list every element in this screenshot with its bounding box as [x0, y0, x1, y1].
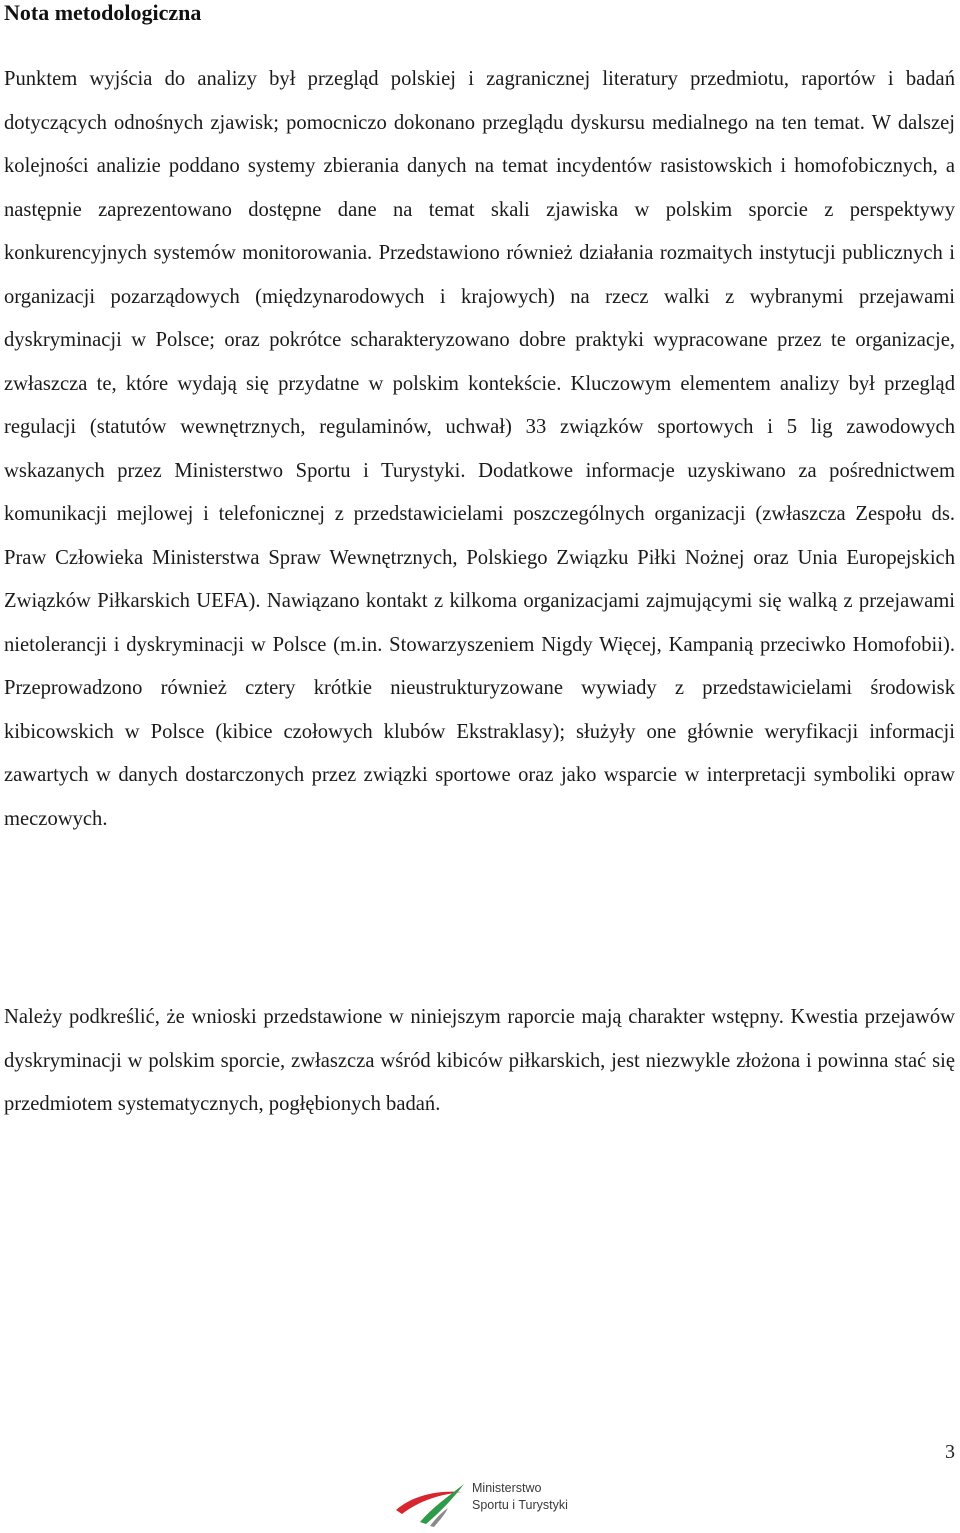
ministry-swoosh-icon — [390, 1470, 470, 1528]
logo-text — [472, 1480, 568, 1514]
logo-swoosh-green — [420, 1484, 464, 1524]
body-paragraph: Punktem wyjścia do analizy był przegląd polskiej i zagranicznej literatury przedmiotu, raportów i badań dotyczących odnośnych zjawisk; pomocniczo dokonano przeglądu dyskursu medialnego na ten temat. W dalszej kolejności analizie poddano systemy zbierania danych na temat incydentów rasistowskich i homofobicznych, a następnie zaprezentowano dostępne dane na temat skali zjawiska w polskim sporcie z perspektywy konkurencyjnych systemów monitorowania. Przedstawiono również działania rozmaitych instytucji publicznych i organizacji pozarządowych (międzynarodowych i krajowych) na rzecz walki z wybranymi przejawami dyskryminacji w Polsce; oraz pokrótce scharakteryzowano dobre praktyki wypracowane przez te organizacje, zwłaszcza te, które wydają się przydatne w polskim kontekście. Kluczowym elementem analizy był przegląd regulacji (statutów wewnętrznych, regulaminów, uchwał) 33 związków sportowych i 5 lig zawodowych wskazanych przez Ministerstwo Sportu i Turystyki. Dodatkowe informacje uzyskiwano za pośrednictwem komunikacji mejlowej i telefonicznej z przedstawicielami poszczególnych organizacji (zwłaszcza Zespołu ds. Praw Człowieka Ministerstwa Spraw Wewnętrznych, Polskiego Związku Piłki Nożnej oraz Unia Europejskich Związków Piłkarskich UEFA). Nawiązano kontakt z kilkoma organizacjami zajmującymi się walką z przejawami nietolerancji i dyskryminacji w Polsce (m.in. Stowarzyszeniem Nigdy Więcej, Kampanią przeciwko Homofobii). Przeprowadzono również cztery krótkie nieustrukturyzowane wywiady z przedstawicielami środowisk kibicowskich w Polsce (kibice czołowych klubów Ekstraklasy); służyły one głównie weryfikacji informacji zawartych w danych dostarczonych przez związki sportowe oraz jako wsparcie w interpretacji symboliki opraw meczowych. — [4, 68, 955, 830]
logo-line-1: Ministerstwo — [472, 1481, 542, 1495]
ministry-logo — [390, 1470, 590, 1528]
page-title: Nota metodologiczna — [4, 0, 202, 25]
page-number: 3 — [945, 1441, 955, 1463]
body-paragraph: Należy podkreślić, że wnioski przedstawione w niniejszym raporcie mają charakter wstępny. Kwestia przejawów dyskryminacji w polskim sporcie, zwłaszcza wśród kibiców piłkarskich, jest niezwykle złożona i powinna stać się przedmiotem systematycznych, pogłębionych badań. — [4, 1006, 955, 1115]
logo-line-2: Sportu i Turystyki — [472, 1498, 568, 1512]
